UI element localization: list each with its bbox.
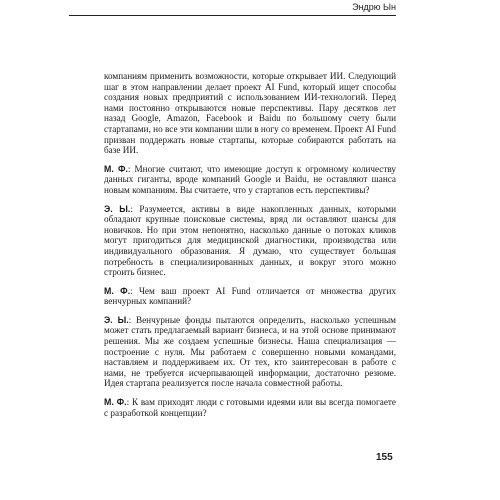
paragraph-text: : Разумеется, активы в виде накопленных данных, которыми обладают крупные поисковые системы, вряд ли оставляют шансы для новичков. Но при этом непонятно, насколько данные о потоках кликов могут пригодиться для медицинской диагностики, производства или индивидуального образования. Я думаю, что существует большая потребность в специализированных данных, и вокруг этого можно строить бизнес. xyxy=(104,203,397,278)
speaker-label: М. Ф. xyxy=(104,285,131,296)
running-header xyxy=(69,2,396,16)
page-body xyxy=(104,71,396,426)
paragraph xyxy=(104,315,396,389)
paragraph-text: : Многие считают, что имеющие доступ к огромному количеству данных гиганты, вроде компаний Google и Baidu, не оставляют шанса новым компаниям. Вы считаете, что у стартапов есть перспективы? xyxy=(104,163,396,195)
speaker-label: Э. Ы. xyxy=(104,314,129,325)
paragraph xyxy=(104,164,396,196)
paragraph-text: компаниям применить возможности, которые открывает ИИ. Следующий шаг в этом направлении делает проект AI Fund, который ищет способы создания новых предприятий с использованием ИИ-технологий. Перед нами постоянно открываются новые перспективы. Пару десятков лет назад Google, Amazon, Facebook и Baidu по большому счету были стартапами, но все эти компании шли в ногу со временем. Проект AI Fund призван поддержать новые стартапы, которые собираются работать на базе ИИ. xyxy=(104,71,396,156)
speaker-label: М. Ф. xyxy=(104,163,128,174)
paragraph-text: : Чем ваш проект AI Fund отличается от множества других венчурных компаний? xyxy=(104,285,397,307)
paragraph xyxy=(104,286,396,307)
page-number: 155 xyxy=(376,452,393,463)
paragraph-text: : Венчурные фонды пытаются определить, насколько успешным может стать предлагаемый вариант бизнеса, и на этой основе принимают решения. Мы же создаем успешные бизнесы. Наша специализация — построение с нуля. Мы работаем с совершенно новыми командами, наставляем и поддерживаем их. От тех, кто заинтересован в работе с нами, не требуется исчерпывающей информации, достаточно резюме. Идея стартапа реализуется после начала совместной работы. xyxy=(104,314,396,389)
paragraph-text: : К вам приходят люди с готовыми идеями или вы всегда помогаете с разработкой концепции? xyxy=(104,397,397,418)
speaker-label: Э. Ы. xyxy=(104,203,131,214)
paragraph xyxy=(104,71,396,156)
speaker-label: М. Ф. xyxy=(104,397,127,408)
paragraph xyxy=(104,204,396,278)
running-header-author: Эндрю Ын xyxy=(348,2,396,12)
paragraph xyxy=(104,397,396,418)
